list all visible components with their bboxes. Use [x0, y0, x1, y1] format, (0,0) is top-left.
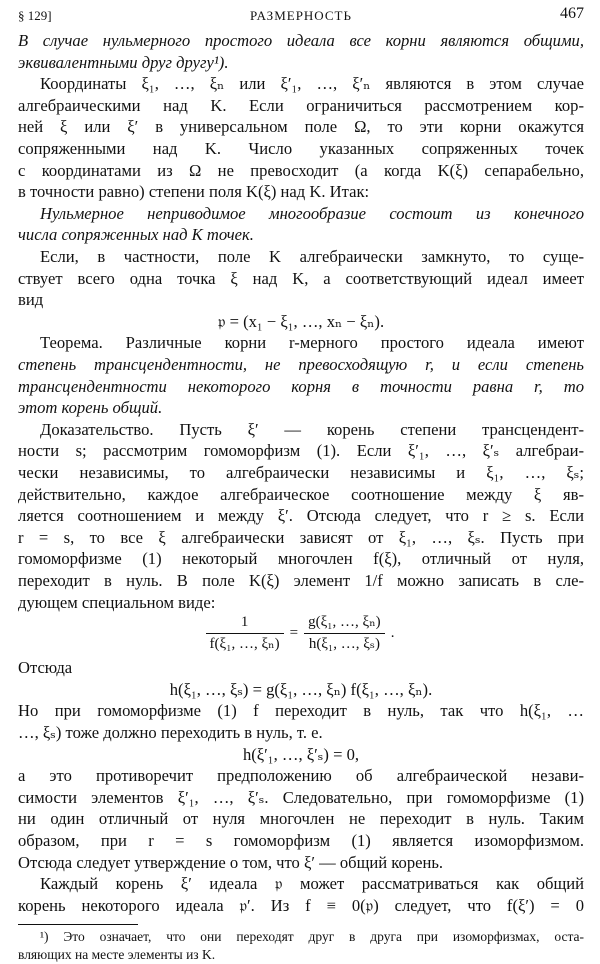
text-line: алгебраическими над K. Если ограничиться рассмотрением кор-: [18, 95, 584, 115]
text-line: ляется соотношением и между ξ′. Отсюда следует, что r ≥ s. Если: [18, 506, 584, 526]
equals-sign: =: [289, 625, 299, 642]
text-line: ствует всего одна точка ξ над K, а соответствующий идеал имеет: [18, 268, 584, 288]
text-line: В случае нульмерного простого идеала все корни являются общими,: [18, 31, 584, 50]
text-line: симости элементов ξ′₁, …, ξ′ₛ. Следовательно, при гомоморфизме (1): [18, 787, 584, 807]
text-line: Каждый корень ξ′ идеала 𝔭 может рассматриваться как общий: [40, 874, 584, 894]
text-line: действительно, каждое алгебраическое соотношение между ξ яв-: [18, 484, 584, 504]
text-line: с координатами из Ω не превосходит (а когда K(ξ) сепарабельно,: [18, 160, 584, 180]
text-line: вид: [18, 290, 44, 310]
text-line: Если, в частности, поле K алгебраически замкнуто, то суще-: [40, 247, 584, 266]
running-title: РАЗМЕРНОСТЬ: [250, 8, 352, 23]
formula: h(ξ′₁, …, ξ′ₛ) = 0,: [242, 744, 360, 764]
text-line: эквивалентными друг другу¹).: [18, 52, 229, 72]
formula: h(ξ₁, …, ξₛ) = g(ξ₁, …, ξₙ) f(ξ₁, …, ξₙ).: [169, 679, 433, 699]
text-line: ней ξ или ξ′ в универсальном поле Ω, то эти корни окажутся: [18, 117, 584, 137]
fraction-rhs-numerator: g(ξ₁, …, ξₙ): [304, 614, 385, 634]
text-line: Отсюда следует утверждение о том, что ξ′ — общий корень.: [18, 852, 444, 872]
text-line: трансцендентности некоторого корня в точности равна r, то: [18, 376, 584, 396]
fraction-lhs-denominator: f(ξ₁, …, ξₙ): [209, 636, 280, 653]
formula: 𝔭 = (x₁ − ξ₁, …, xₙ − ξₙ).: [217, 311, 385, 331]
fraction-lhs-numerator: 1: [206, 614, 284, 634]
text-line: степень трансцендентности, не превосходящую r, и если степень: [18, 355, 584, 374]
text-line: в точности равно) степени поля K(ξ) над K. Итак:: [18, 182, 370, 202]
text-line: …, ξₛ) тоже должно переходить в нуль, т. е.: [18, 723, 323, 742]
text-line: чески независимы, то алгебраически независимы и ξ₁, …, ξₛ;: [18, 463, 584, 482]
text-line: ности s; рассмотрим гомоморфизм (1). Если ξ′₁, …, ξ′ₛ алгебраи-: [18, 441, 584, 461]
fraction-rhs-denominator: h(ξ₁, …, ξₛ): [308, 636, 380, 653]
text-line: Но при гомоморфизме (1) f переходит в нуль, так что h(ξ₁, …: [18, 701, 584, 721]
footnote-rule: [18, 924, 138, 925]
text-line: Теорема. Различные корни r-мерного простого идеала имеют: [40, 333, 584, 353]
text-line: а это противоречит предположению об алгебраической незави-: [18, 766, 584, 786]
section-ref: § 129]: [18, 8, 52, 23]
text-line: числа сопряженных над K точек.: [18, 225, 254, 245]
text-line: r = s, то все ξ алгебраически зависят от ξ₁, …, ξₛ. Пусть при: [18, 527, 584, 547]
text-line: Нульмерное неприводимое многообразие состоит из конечного: [40, 203, 584, 223]
text-line: дующем специальном виде:: [18, 592, 216, 612]
text-line: этот корень общий.: [18, 398, 163, 418]
footnote-line: ¹) Это означает, что они переходят друг в друга при изоморфизмах, оста-: [40, 929, 584, 945]
period: .: [390, 625, 395, 642]
text-line: Отсюда: [18, 658, 73, 678]
page-number: 467: [560, 5, 584, 22]
text-line: ни один отличный от нуля многочлен не переходит в нуль. Таким: [18, 809, 584, 829]
text-line: Доказательство. Пусть ξ′ — корень степени трансцендент-: [40, 419, 584, 439]
footnote-line: вляющих на месте элементы из K.: [18, 947, 216, 963]
text-line: образом, при r = s гомоморфизм (1) является изоморфизмом.: [18, 831, 584, 850]
text-line: гомоморфизме (1) некоторый многочлен f(ξ), отличный от нуля,: [18, 549, 584, 569]
text-line: переходит в нуль. В поле K(ξ) элемент 1/f можно записать в сле-: [18, 571, 584, 590]
text-line: сопряженными над K. Число указанных сопряженных точек: [18, 139, 584, 158]
page-header: [18, 6, 584, 30]
text-line: корень некоторого идеала 𝔭′. Из f ≡ 0(𝔭) следует, что f(ξ′) = 0: [18, 895, 584, 915]
text-line: Координаты ξ₁, …, ξₙ или ξ′₁, …, ξ′ₙ являются в этом случае: [40, 74, 584, 94]
